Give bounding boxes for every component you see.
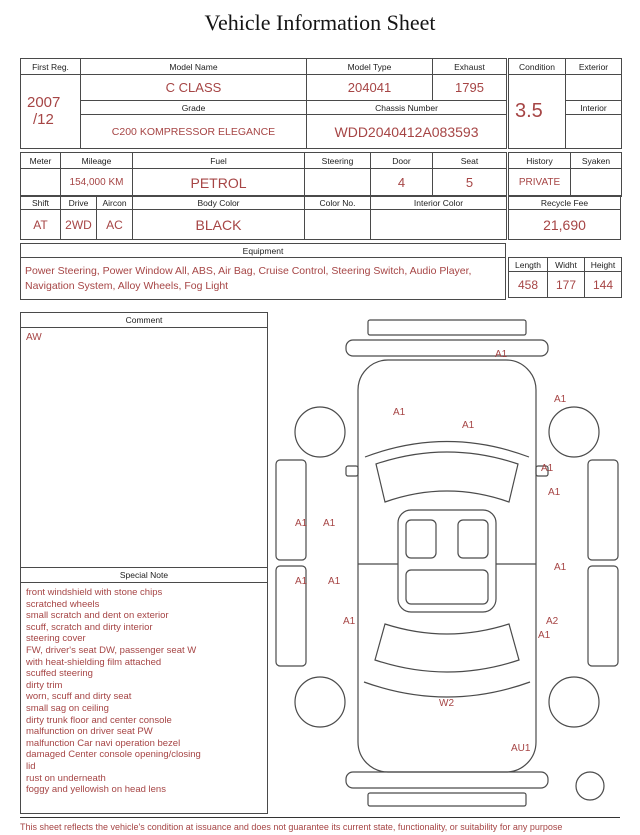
door-label: Door — [371, 153, 433, 169]
interior-label: Interior — [566, 101, 622, 115]
damage-label: A1 — [541, 463, 554, 474]
drive-label: Drive — [61, 196, 97, 210]
syaken-value — [571, 169, 622, 197]
special-note-line: scratched wheels — [26, 598, 100, 610]
recycle-fee-table — [508, 195, 621, 240]
damage-label: A1 — [328, 576, 341, 587]
damage-label: A2 — [546, 616, 559, 627]
rear-bottom-strip — [368, 793, 526, 806]
hood-line — [365, 442, 529, 458]
wheel-front-left — [295, 407, 345, 457]
chassis-number-value: WDD2040412A083593 — [307, 115, 507, 149]
shift-label: Shift — [21, 196, 61, 210]
width-value: 177 — [548, 272, 585, 298]
exhaust-value: 1795 — [433, 75, 507, 101]
aircon-label: Aircon — [97, 196, 133, 210]
mileage-value: 154,000 KM — [61, 169, 133, 197]
comment-label: Comment — [21, 313, 267, 328]
exhaust-label: Exhaust — [433, 59, 507, 75]
identity-table — [20, 58, 507, 149]
shift-table — [20, 195, 507, 240]
first-reg-value — [21, 75, 81, 149]
history-value: PRIVATE — [509, 169, 571, 197]
meter-value — [21, 169, 61, 197]
special-note-line: scuffed steering — [26, 668, 93, 680]
right-front-door-panel — [588, 460, 618, 560]
history-table — [508, 152, 622, 197]
model-name-label: Model Name — [81, 59, 307, 75]
special-note-line: malfunction Car navi operation bezel — [26, 737, 181, 749]
model-name-value: C CLASS — [81, 75, 307, 101]
damage-label: AU1 — [511, 743, 531, 754]
special-note-box — [20, 567, 268, 814]
first-reg-label: First Reg. — [21, 59, 81, 75]
damage-label: A1 — [554, 394, 567, 405]
grade-value: C200 KOMPRESSOR ELEGANCE — [81, 115, 307, 149]
color-no-value — [305, 210, 371, 240]
length-label: Length — [509, 258, 548, 272]
driver-seat — [406, 520, 436, 558]
drive-value: 2WD — [61, 210, 97, 240]
condition-value: 3.5 — [509, 75, 566, 149]
interior-color-label: Interior Color — [371, 196, 507, 210]
seat-value: 5 — [433, 169, 507, 197]
condition-label: Condition — [509, 59, 566, 75]
comment-box — [20, 312, 268, 569]
interior-color-value — [371, 210, 507, 240]
damage-label: A1 — [554, 562, 567, 573]
special-note-label: Special Note — [21, 568, 267, 583]
meter-label: Meter — [21, 153, 61, 169]
special-note-line: rust on underneath — [26, 772, 106, 784]
special-note-line: malfunction on driver seat PW — [26, 726, 153, 738]
rear-seat — [406, 570, 488, 604]
equipment-table — [20, 243, 506, 300]
aircon-value: AC — [97, 210, 133, 240]
seat-label: Seat — [433, 153, 507, 169]
special-note-line: with heat-shielding film attached — [26, 656, 162, 668]
special-note-line: small sag on ceiling — [26, 702, 109, 714]
right-rear-door-panel — [588, 566, 618, 666]
special-note-line: dirty trunk floor and center console — [26, 714, 172, 726]
history-label: History — [509, 153, 571, 169]
equipment-value: Power Steering, Power Window All, ABS, Air Bag, Cruise Control, Steering Switch, Audio Player, Navigation System, Alloy Wheels, Fog Light — [21, 258, 506, 300]
length-value: 458 — [509, 272, 548, 298]
special-note-line: steering cover — [26, 633, 86, 645]
special-note-line: worn, scuff and dirty seat — [26, 691, 132, 703]
equipment-label: Equipment — [21, 244, 506, 258]
wheel-rear-left — [295, 677, 345, 727]
car-body-outline — [358, 360, 536, 772]
trunk-line — [364, 682, 530, 697]
damage-label: A1 — [548, 487, 561, 498]
damage-label: A1 — [343, 616, 356, 627]
width-label: Widht — [548, 258, 585, 272]
height-label: Height — [585, 258, 622, 272]
special-note-line: dirty trim — [26, 679, 63, 691]
rear-window — [375, 624, 519, 672]
fuel-value: PETROL — [133, 169, 305, 197]
special-note-line: foggy and yellowish on head lens — [26, 784, 166, 796]
exterior-value — [566, 75, 622, 101]
color-no-label: Color No. — [305, 196, 371, 210]
special-note-line: small scratch and dent on exterior — [26, 610, 169, 622]
interior-value — [566, 115, 622, 149]
wheel-rear-right — [549, 677, 599, 727]
meter-table — [20, 152, 507, 197]
special-note-line: scuff, scratch and dirty interior — [26, 621, 153, 633]
special-note-line: FW, driver's seat DW, passenger seat W — [26, 644, 197, 656]
exterior-label: Exterior — [566, 59, 622, 75]
left-mirror — [346, 466, 358, 476]
passenger-seat — [458, 520, 488, 558]
height-value: 144 — [585, 272, 622, 298]
condition-table — [508, 58, 622, 149]
car-damage-diagram — [268, 314, 628, 814]
damage-label: A1 — [323, 518, 336, 529]
disclaimer: This sheet reflects the vehicle's condition at issuance and does not guarantee its current state, functionality, or suitability for any purpose — [20, 817, 620, 832]
special-note-line: front windshield with stone chips — [26, 587, 163, 598]
front-bumper — [346, 340, 548, 356]
steering-value — [305, 169, 371, 197]
steering-label: Steering — [305, 153, 371, 169]
damage-label: A1 — [462, 420, 475, 431]
chassis-number-label: Chassis Number — [307, 101, 507, 115]
fuel-label: Fuel — [133, 153, 305, 169]
windshield — [376, 452, 518, 502]
recycle-fee-value: 21,690 — [509, 210, 621, 240]
damage-label: W2 — [439, 698, 454, 709]
car-diagram-drawing — [268, 314, 628, 814]
shift-value: AT — [21, 210, 61, 240]
recycle-fee-label: Recycle Fee — [509, 196, 621, 210]
grade-label: Grade — [81, 101, 307, 115]
wheel-front-right — [549, 407, 599, 457]
special-note-line: lid — [26, 760, 36, 772]
first-reg-year: 2007 — [27, 94, 61, 111]
special-note-list — [21, 583, 267, 800]
dimensions-table — [508, 257, 622, 298]
damage-label: A1 — [295, 576, 308, 587]
door-value: 4 — [371, 169, 433, 197]
spare-wheel — [576, 772, 604, 800]
model-type-value: 204041 — [307, 75, 433, 101]
model-type-label: Model Type — [307, 59, 433, 75]
left-front-door-panel — [276, 460, 306, 560]
damage-label: A1 — [295, 518, 308, 529]
first-reg-month: /12 — [33, 110, 54, 128]
roof-panel — [398, 510, 496, 612]
damage-label: A1 — [393, 407, 406, 418]
mileage-label: Mileage — [61, 153, 133, 169]
syaken-label: Syaken — [571, 153, 622, 169]
body-color-value: BLACK — [133, 210, 305, 240]
body-color-label: Body Color — [133, 196, 305, 210]
special-note-line: damaged Center console opening/closing — [26, 749, 201, 761]
damage-label: A1 — [538, 630, 551, 641]
damage-label: A1 — [495, 349, 508, 360]
front-top-strip — [368, 320, 526, 335]
rear-bumper — [346, 772, 548, 788]
page-title: Vehicle Information Sheet — [204, 10, 436, 35]
comment-value: AW — [26, 332, 42, 343]
